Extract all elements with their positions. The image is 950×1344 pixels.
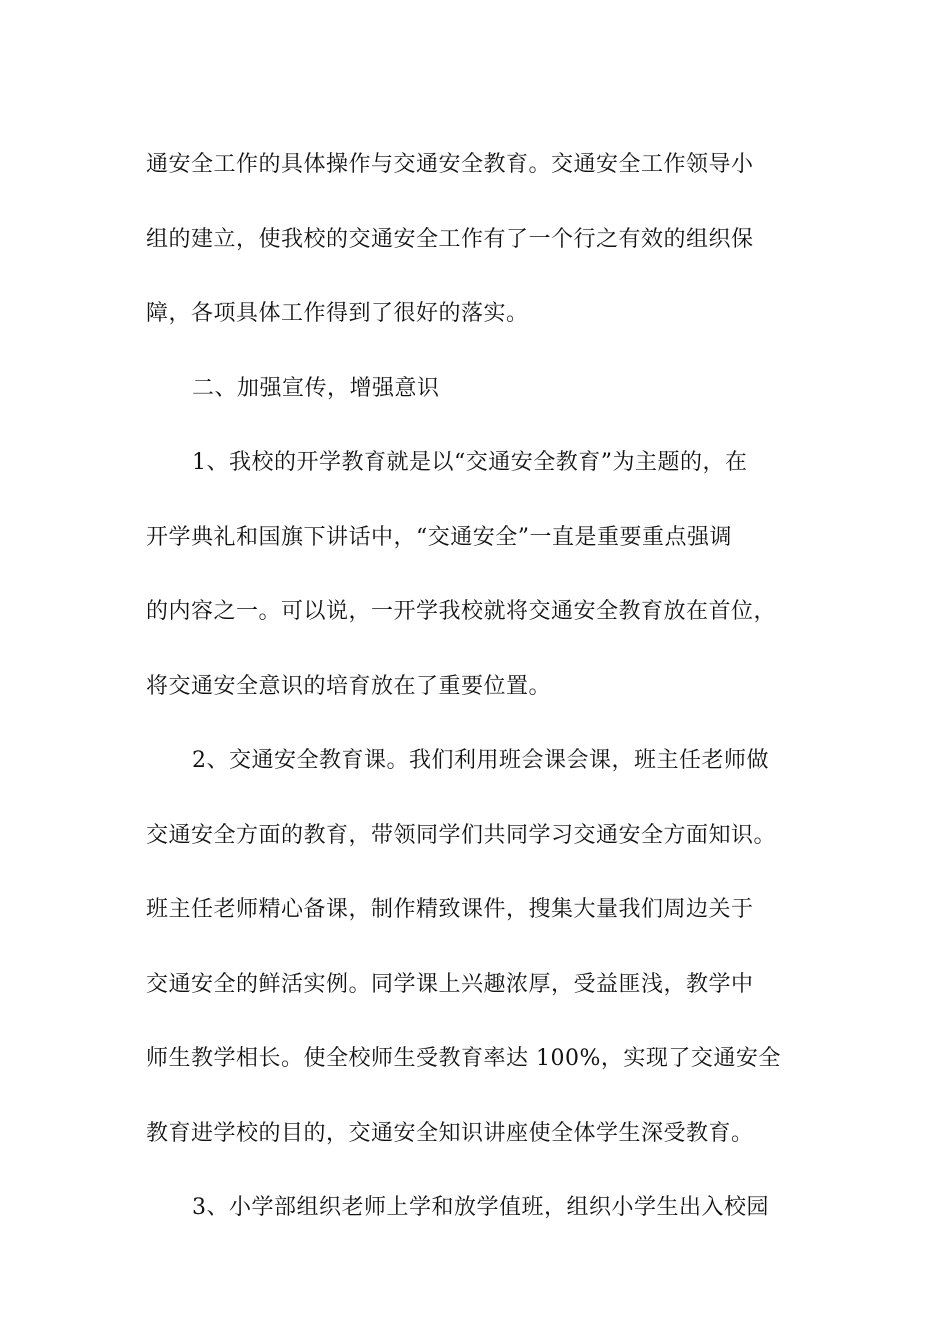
text-line: 交通安全的鲜活实例。同学课上兴趣浓厚，受益匪浅，教学中 [146, 971, 754, 997]
paragraph-item-1 [146, 426, 806, 724]
text-line: 的内容之一。可以说，一开学我校就将交通安全教育放在首位， [146, 599, 777, 624]
text-line: 2、交通安全教育课。我们利用班会课会课，班主任老师做 [192, 748, 769, 773]
text-line: 障，各项具体工作得到了很好的落实。 [146, 301, 529, 326]
paragraph-continuation [146, 128, 806, 352]
text-line: 班主任老师精心备课，制作精致课件，搜集大量我们周边关于 [146, 897, 754, 922]
paragraph-item-2 [146, 724, 806, 1171]
section-heading-text: 二、加强宣传，增强意识 [192, 375, 440, 401]
text-line: 通安全工作的具体操作与交通安全教育。交通安全工作领导小 [146, 152, 754, 177]
text-line: 教育进学校的目的，交通安全知识讲座使全体学生深受教育。 [146, 1120, 754, 1146]
text-line: 3、小学部组织老师上学和放学值班，组织小学生出入校园 [192, 1195, 769, 1220]
text-line: 师生教学相长。使全校师生受教育率达 100%，实现了交通安全 [146, 1046, 781, 1071]
text-line: 开学典礼和国旗下讲话中，“交通安全”一直是重要重点强调 [146, 524, 732, 550]
document-body [146, 128, 806, 1246]
text-line: 1、我校的开学教育就是以“交通安全教育”为主题的，在 [192, 450, 748, 475]
section-heading [146, 352, 806, 427]
text-line: 交通安全方面的教育，带领同学们共同学习交通安全方面知识。 [146, 822, 777, 848]
text-line: 将交通安全意识的培育放在了重要位置。 [146, 673, 552, 699]
text-line: 组的建立，使我校的交通安全工作有了一个行之有效的组织保 [146, 226, 754, 252]
paragraph-item-3 [146, 1171, 806, 1246]
